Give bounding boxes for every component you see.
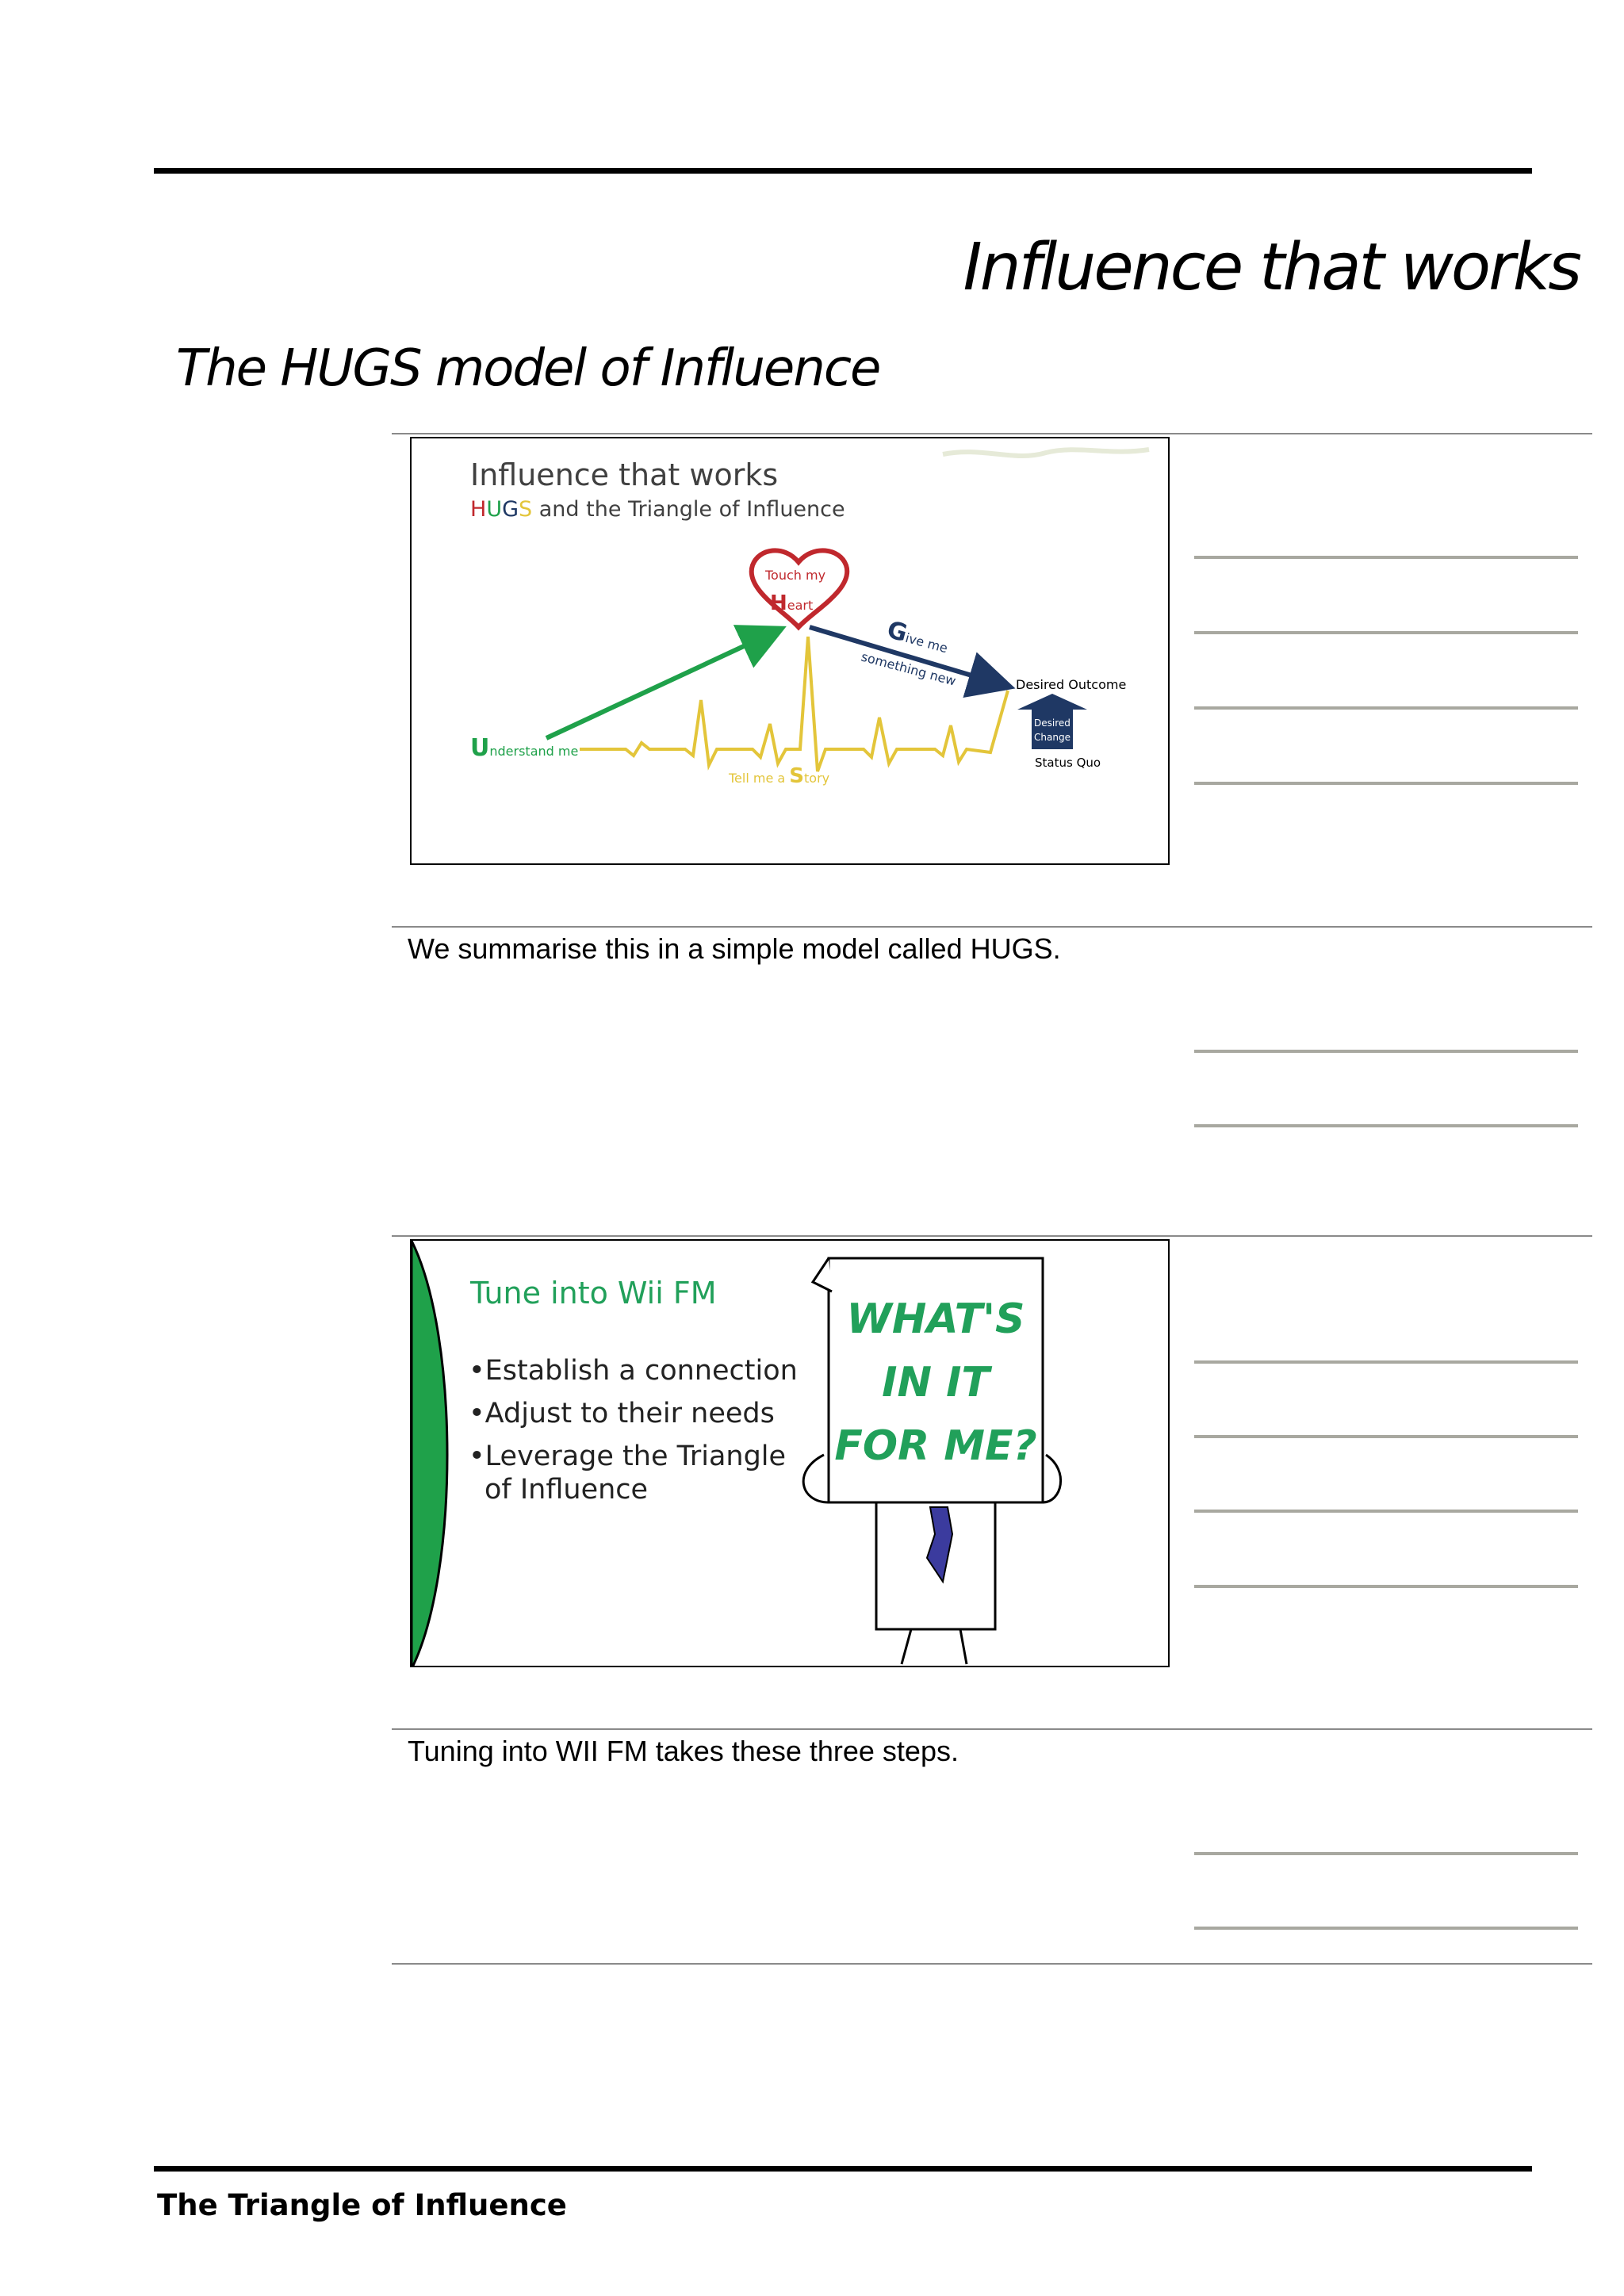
heart-label-h: Heart <box>770 591 814 615</box>
top-rule <box>154 168 1532 174</box>
notes-line <box>1194 1927 1578 1930</box>
slide-thumbnail-hugs <box>410 437 1170 865</box>
left-hand <box>803 1455 829 1502</box>
desired-change-label: Desired <box>1034 718 1071 729</box>
sign-corner <box>813 1258 832 1292</box>
bullet-item: •Adjust to their needs <box>469 1398 775 1429</box>
slide-title: Tune into Wii FM <box>470 1276 717 1311</box>
notes-line <box>1194 1360 1578 1364</box>
notes-line <box>1194 1510 1578 1513</box>
notes-line <box>1194 1050 1578 1053</box>
slide2-caption: Tuning into WII FM takes these three steps. <box>408 1735 959 1767</box>
section-title: The HUGS model of Influence <box>176 339 880 398</box>
divider <box>392 926 1592 928</box>
svg-text:Give me: Give me <box>883 615 950 656</box>
slide1-caption: We summarise this in a simple model called HUGS. <box>408 932 1061 965</box>
bullet-item: •Establish a connection <box>469 1355 798 1387</box>
bottom-rule <box>154 2166 1532 2172</box>
notes-line <box>1194 1852 1578 1855</box>
status-quo-label: Status Quo <box>1035 756 1101 770</box>
sign-text-line3: FOR ME? <box>834 1422 1037 1470</box>
heart-icon <box>752 550 848 627</box>
slide-thumbnail-wiifm <box>410 1239 1170 1667</box>
story-label: Tell me a Story <box>729 764 830 788</box>
desired-outcome-label: Desired Outcome <box>1016 677 1127 692</box>
svg-text:something new: something new <box>859 649 958 689</box>
heartbeat-line <box>580 637 1008 771</box>
bullet-item: •Leverage the Triangle <box>469 1441 787 1472</box>
divider <box>392 1728 1592 1730</box>
notes-line <box>1194 1435 1578 1438</box>
hugs-letter: G <box>502 497 519 522</box>
divider <box>392 1235 1592 1237</box>
notes-line <box>1194 782 1578 785</box>
slide-subtitle: HUGS and the Triangle of Influence <box>470 497 845 522</box>
desired-change-label: Change <box>1034 732 1071 743</box>
hugs-letter: S <box>519 497 533 522</box>
notes-line <box>1194 1124 1578 1127</box>
heart-label: Touch my <box>765 568 826 583</box>
hugs-diagram <box>412 438 1170 865</box>
right-leg <box>960 1629 967 1664</box>
sign-text-line1: WHAT'S <box>846 1295 1025 1343</box>
map-watermark <box>943 450 1149 456</box>
notes-line <box>1194 706 1578 710</box>
document-title: Influence that works <box>963 230 1580 305</box>
notes-line <box>1194 556 1578 559</box>
footer-title: The Triangle of Influence <box>157 2188 567 2222</box>
bullet-continuation: of Influence <box>485 1474 649 1506</box>
left-leg <box>902 1629 911 1664</box>
divider <box>392 433 1592 434</box>
right-hand <box>1043 1455 1061 1502</box>
green-arc-decoration <box>412 1241 447 1667</box>
understand-arrow <box>546 630 778 738</box>
sign-text-line2: IN IT <box>882 1359 990 1406</box>
divider <box>392 1963 1592 1965</box>
notes-line <box>1194 1585 1578 1588</box>
hugs-letter: U <box>486 497 503 522</box>
understand-label: Understand me <box>470 734 579 762</box>
slide-title: Influence that works <box>470 457 779 492</box>
notes-line <box>1194 631 1578 634</box>
hugs-letter: H <box>470 497 487 522</box>
